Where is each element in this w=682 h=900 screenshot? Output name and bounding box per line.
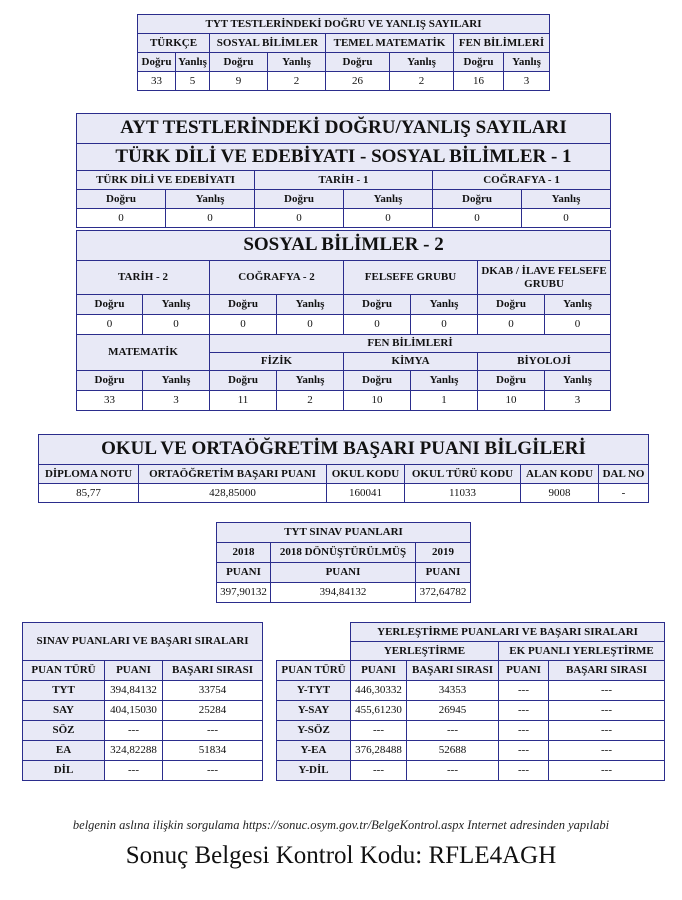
okul-okul-turu-value: 11033 [405, 484, 521, 503]
dogru-label: Doğru [344, 371, 411, 391]
ayt-tarih2-yanlis: 0 [143, 315, 210, 335]
sinav-row-puan: 394,84132 [105, 681, 163, 701]
ayt-cografya1-yanlis: 0 [522, 209, 611, 228]
dogru-label: Doğru [344, 295, 411, 315]
yerlestirme-row-type: Y-SAY [277, 701, 351, 721]
tyt-fen-yanlis: 3 [504, 72, 550, 91]
yanlis-label: Yanlış [522, 190, 611, 209]
tyt-test-table [137, 14, 550, 91]
sinav-title: SINAV PUANLARI VE BAŞARI SIRALARI [23, 623, 263, 661]
ayt-fizik-dogru: 11 [210, 391, 277, 411]
tyt-sosyal-yanlis: 2 [268, 72, 326, 91]
dogru-label: Doğru [255, 190, 344, 209]
sinav-row-type: DİL [23, 761, 105, 781]
tyt-sosyal-dogru: 9 [210, 72, 268, 91]
sinav-row-sira: --- [163, 761, 263, 781]
dogru-label: Doğru [210, 295, 277, 315]
ayt-kimya-yanlis: 1 [411, 391, 478, 411]
ayt-fen-bilimleri-header: FEN BİLİMLERİ [210, 335, 611, 353]
tyt-puan-2018-value: 397,90132 [217, 583, 271, 603]
okul-header-obp: ORTAÖĞRETİM BAŞARI PUANI [139, 465, 327, 484]
okul-alan-kodu-value: 9008 [521, 484, 599, 503]
ayt-section2-table [76, 230, 611, 411]
ayt-dkab-dogru: 0 [478, 315, 545, 335]
yerlestirme-header-ek-basari-sirasi: BAŞARI SIRASI [549, 661, 665, 681]
sinav-row-puan: --- [105, 721, 163, 741]
dogru-label: Doğru [454, 53, 504, 72]
yerlestirme-row-ek-sira: --- [549, 761, 665, 781]
sinav-header-basari-sirasi: BAŞARI SIRASI [163, 661, 263, 681]
tyt-subject-turkce: TÜRKÇE [138, 34, 210, 53]
yerlestirme-header-ek-puani: PUANI [499, 661, 549, 681]
dogru-label: Doğru [138, 53, 176, 72]
ayt-matematik-yanlis: 3 [143, 391, 210, 411]
yanlis-label: Yanlış [268, 53, 326, 72]
yerlestirme-row-ek-sira: --- [549, 741, 665, 761]
tyt-puan-year-2019: 2019 [416, 543, 471, 563]
yerlestirme-row-ek-sira: --- [549, 721, 665, 741]
ayt-subject-tarih1: TARİH - 1 [255, 171, 433, 190]
tyt-matematik-yanlis: 2 [390, 72, 454, 91]
ayt-felsefe-yanlis: 0 [411, 315, 478, 335]
ayt-title: AYT TESTLERİNDEKİ DOĞRU/YANLIŞ SAYILARI [77, 114, 611, 144]
ayt-matematik-dogru: 33 [77, 391, 143, 411]
yerlestirme-row-ek-sira: --- [549, 701, 665, 721]
tyt-subject-matematik: TEMEL MATEMATİK [326, 34, 454, 53]
yanlis-label: Yanlış [344, 190, 433, 209]
ayt-felsefe-dogru: 0 [344, 315, 411, 335]
yerlestirme-row-ek-puan: --- [499, 761, 549, 781]
tyt-matematik-dogru: 26 [326, 72, 390, 91]
ayt-cografya2-yanlis: 0 [277, 315, 344, 335]
yanlis-label: Yanlış [504, 53, 550, 72]
ayt-subject-cografya1: COĞRAFYA - 1 [433, 171, 611, 190]
yerlestirme-row-puan: 376,28488 [351, 741, 407, 761]
ayt-subject-fizik: FİZİK [210, 353, 344, 371]
ayt-subject-biyoloji: BİYOLOJİ [478, 353, 611, 371]
okul-title: OKUL VE ORTAÖĞRETİM BAŞARI PUANI BİLGİLERİ [39, 435, 649, 465]
tyt-puan-2019-value: 372,64782 [416, 583, 471, 603]
sinav-row-type: SÖZ [23, 721, 105, 741]
sinav-row-type: EA [23, 741, 105, 761]
sinav-row-puan: 324,82288 [105, 741, 163, 761]
okul-table [38, 434, 649, 503]
tyt-fen-dogru: 16 [454, 72, 504, 91]
ayt-dkab-yanlis: 0 [545, 315, 611, 335]
sinav-row-type: TYT [23, 681, 105, 701]
tyt-puan-year-2018: 2018 [217, 543, 271, 563]
okul-diploma-value: 85,77 [39, 484, 139, 503]
sinav-header-puan-turu: PUAN TÜRÜ [23, 661, 105, 681]
sinav-row-type: SAY [23, 701, 105, 721]
yerlestirme-header-puani: PUANI [351, 661, 407, 681]
puani-label: PUANI [416, 563, 471, 583]
tyt-puan-table [216, 522, 471, 603]
yerlestirme-row-type: Y-SÖZ [277, 721, 351, 741]
ayt-tarih1-dogru: 0 [255, 209, 344, 228]
okul-header-diploma: DİPLOMA NOTU [39, 465, 139, 484]
ayt-subject-cografya2: COĞRAFYA - 2 [210, 261, 344, 295]
yanlis-label: Yanlış [277, 371, 344, 391]
puani-label: PUANI [217, 563, 271, 583]
yanlis-label: Yanlış [545, 295, 611, 315]
sinav-row-sira: 25284 [163, 701, 263, 721]
tyt-puan-title: TYT SINAV PUANLARI [217, 523, 471, 543]
ayt-section1-table [76, 170, 611, 228]
sinav-row-sira: 33754 [163, 681, 263, 701]
dogru-label: Doğru [210, 53, 268, 72]
yerlestirme-row-puan: --- [351, 721, 407, 741]
ayt-biyoloji-dogru: 10 [478, 391, 545, 411]
ayt-subject-kimya: KİMYA [344, 353, 478, 371]
sinav-header-puani: PUANI [105, 661, 163, 681]
yerlestirme-row-ek-puan: --- [499, 741, 549, 761]
yerlestirme-row-type: Y-TYT [277, 681, 351, 701]
yanlis-label: Yanlış [176, 53, 210, 72]
sinav-row-sira: --- [163, 721, 263, 741]
puani-label: PUANI [271, 563, 416, 583]
yerlestirme-row-sira: 34353 [407, 681, 499, 701]
yerlestirme-row-ek-puan: --- [499, 721, 549, 741]
yerlestirme-header-puan-turu: PUAN TÜRÜ [277, 661, 351, 681]
ayt-tarih2-dogru: 0 [77, 315, 143, 335]
yanlis-label: Yanlış [390, 53, 454, 72]
dogru-label: Doğru [478, 371, 545, 391]
okul-header-okul-kodu: OKUL KODU [327, 465, 405, 484]
sinav-row-sira: 51834 [163, 741, 263, 761]
dogru-label: Doğru [478, 295, 545, 315]
yerlestirme-row-type: Y-DİL [277, 761, 351, 781]
yerlestirme-row-puan: 455,61230 [351, 701, 407, 721]
tyt-subject-fen: FEN BİLİMLERİ [454, 34, 550, 53]
okul-header-dal-no: DAL NO [599, 465, 649, 484]
yerlestirme-table [276, 622, 665, 781]
yerlestirme-row-puan: 446,30332 [351, 681, 407, 701]
ayt-subject-tarih2: TARİH - 2 [77, 261, 210, 295]
sinav-row-puan: 404,15030 [105, 701, 163, 721]
ayt-subject-dkab: DKAB / İLAVE FELSEFE GRUBU [478, 261, 611, 295]
okul-obp-value: 428,85000 [139, 484, 327, 503]
sinav-puanlari-table [22, 622, 263, 781]
ayt-cografya2-dogru: 0 [210, 315, 277, 335]
yerlestirme-header-basari-sirasi: BAŞARI SIRASI [407, 661, 499, 681]
yerlestirme-row-sira: 52688 [407, 741, 499, 761]
ayt-kimya-dogru: 10 [344, 391, 411, 411]
ayt-section1-title: TÜRK DİLİ VE EDEBİYATI - SOSYAL BİLİMLER - 1 [77, 144, 611, 171]
ayt-subject-edebiyat: TÜRK DİLİ VE EDEBİYATI [77, 171, 255, 190]
okul-header-okul-turu: OKUL TÜRÜ KODU [405, 465, 521, 484]
yanlis-label: Yanlış [411, 295, 478, 315]
ayt-subject-matematik: MATEMATİK [77, 335, 210, 371]
yanlis-label: Yanlış [166, 190, 255, 209]
okul-header-alan-kodu: ALAN KODU [521, 465, 599, 484]
yerlestirme-title: YERLEŞTİRME PUANLARI VE BAŞARI SIRALARI [351, 623, 665, 642]
yerlestirme-group-normal: YERLEŞTİRME [351, 642, 499, 661]
ayt-test-table [76, 113, 611, 171]
dogru-label: Doğru [77, 190, 166, 209]
verification-note: belgenin aslına ilişkin sorgulama https://sonuc.osym.gov.tr/BelgeKontrol.aspx Internet adresinden yapılabi [72, 818, 610, 832]
dogru-label: Doğru [326, 53, 390, 72]
dogru-label: Doğru [210, 371, 277, 391]
tyt-subject-sosyal: SOSYAL BİLİMLER [210, 34, 326, 53]
ayt-section2-title: SOSYAL BİLİMLER - 2 [77, 231, 611, 261]
tyt-puan-donusturulmus-value: 394,84132 [271, 583, 416, 603]
yerlestirme-group-ek-puanli: EK PUANLI YERLEŞTİRME [499, 642, 665, 661]
yanlis-label: Yanlış [411, 371, 478, 391]
ayt-edebiyat-yanlis: 0 [166, 209, 255, 228]
tyt-turkce-dogru: 33 [138, 72, 176, 91]
dogru-label: Doğru [433, 190, 522, 209]
okul-dal-no-value: - [599, 484, 649, 503]
ayt-cografya1-dogru: 0 [433, 209, 522, 228]
yanlis-label: Yanlış [277, 295, 344, 315]
ayt-tarih1-yanlis: 0 [344, 209, 433, 228]
sinav-row-puan: --- [105, 761, 163, 781]
yerlestirme-row-sira: --- [407, 761, 499, 781]
yerlestirme-row-sira: --- [407, 721, 499, 741]
tyt-test-title: TYT TESTLERİNDEKİ DOĞRU VE YANLIŞ SAYILARI [138, 15, 550, 34]
yerlestirme-row-ek-sira: --- [549, 681, 665, 701]
tyt-turkce-yanlis: 5 [176, 72, 210, 91]
control-code: Sonuç Belgesi Kontrol Kodu: RFLE4AGH [125, 842, 557, 869]
yanlis-label: Yanlış [143, 371, 210, 391]
yanlis-label: Yanlış [545, 371, 611, 391]
okul-okul-kodu-value: 160041 [327, 484, 405, 503]
yanlis-label: Yanlış [143, 295, 210, 315]
ayt-edebiyat-dogru: 0 [77, 209, 166, 228]
ayt-subject-felsefe: FELSEFE GRUBU [344, 261, 478, 295]
yerlestirme-row-puan: --- [351, 761, 407, 781]
yerlestirme-row-ek-puan: --- [499, 701, 549, 721]
yerlestirme-row-sira: 26945 [407, 701, 499, 721]
yerlestirme-row-ek-puan: --- [499, 681, 549, 701]
ayt-biyoloji-yanlis: 3 [545, 391, 611, 411]
yerlestirme-corner [277, 623, 351, 661]
dogru-label: Doğru [77, 371, 143, 391]
tyt-puan-year-donusturulmus: 2018 DÖNÜŞTÜRÜLMÜŞ [271, 543, 416, 563]
ayt-fizik-yanlis: 2 [277, 391, 344, 411]
yerlestirme-row-type: Y-EA [277, 741, 351, 761]
dogru-label: Doğru [77, 295, 143, 315]
